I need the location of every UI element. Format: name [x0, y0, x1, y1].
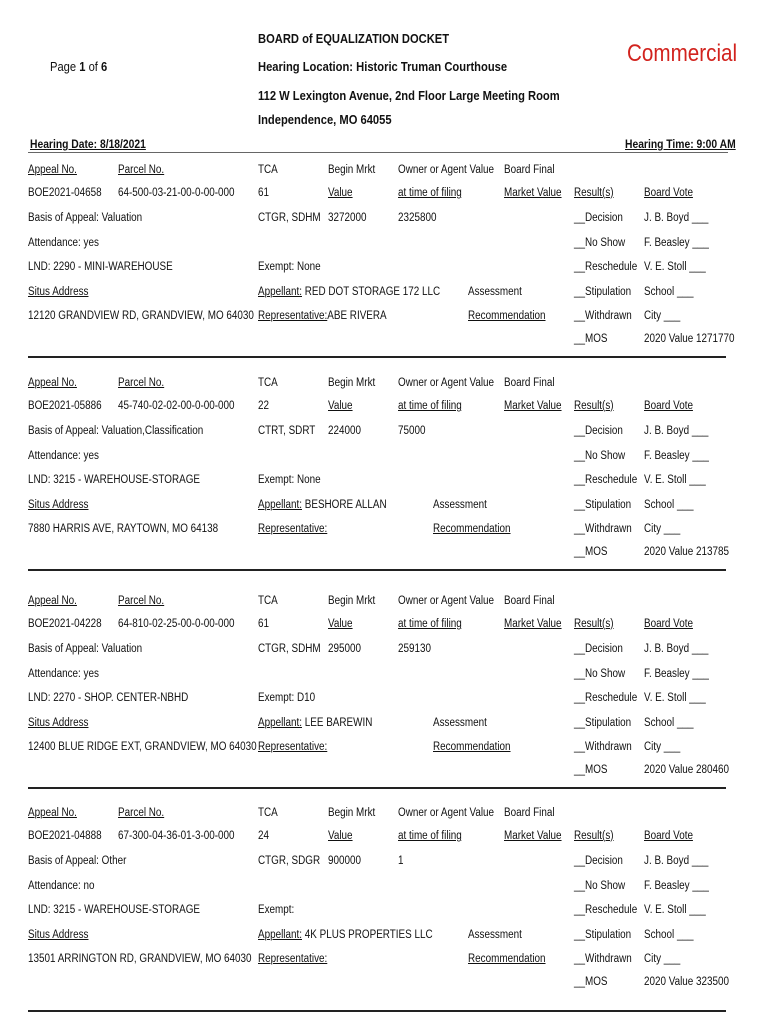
- result-no-show: __No Show: [574, 880, 626, 892]
- results-label: Result(s): [574, 830, 614, 842]
- vote-stoll: V. E. Stoll ___: [644, 474, 706, 486]
- representative-line: [258, 309, 387, 323]
- recommendation-label: Recommendation: [433, 741, 511, 753]
- tax-codes: CTRT, SDRT: [258, 425, 316, 437]
- begin-mrkt-label: Begin Mrkt: [328, 595, 376, 607]
- appeal-no-label: Appeal No.: [28, 164, 77, 176]
- tca-label: TCA: [258, 164, 278, 176]
- land-use-code: LND: 3215 - WAREHOUSE-STORAGE: [28, 474, 201, 486]
- vote-beasley: F. Beasley ___: [644, 668, 709, 680]
- vote-boyd: J. B. Boyd ___: [644, 643, 709, 655]
- appeal-no-label: Appeal No.: [28, 377, 77, 389]
- tax-codes: CTGR, SDHM: [258, 212, 321, 224]
- vote-city: City ___: [644, 953, 681, 965]
- vote-school: School ___: [644, 929, 694, 941]
- market-value-label: Market Value: [504, 830, 562, 842]
- representative-label: Representative:: [258, 523, 328, 535]
- result-no-show: __No Show: [574, 237, 626, 249]
- hearing-address-line2: Independence, MO 64055: [258, 112, 392, 127]
- appellant-label: Appellant:: [258, 717, 302, 729]
- page-indicator: [50, 60, 107, 74]
- page-of: of: [88, 59, 98, 74]
- vote-city: City ___: [644, 523, 681, 535]
- appellant-line: [258, 498, 387, 512]
- appellant-name: RED DOT STORAGE 172 LLC: [304, 286, 441, 298]
- parcel-no-label: Parcel No.: [118, 164, 165, 176]
- owner-value-label: Owner or Agent Value: [398, 807, 495, 819]
- begin-market-value: 3272000: [328, 212, 367, 224]
- situs-address: 7880 HARRIS AVE, RAYTOWN, MO 64138: [28, 523, 219, 535]
- hearing-address-line1: 112 W Lexington Avenue, 2nd Floor Large Meeting Room: [258, 88, 560, 103]
- tca-value: 61: [258, 187, 270, 199]
- attendance: Attendance: yes: [28, 450, 99, 462]
- value-label: Value: [328, 187, 353, 199]
- basis-of-appeal: Basis of Appeal: Valuation: [28, 212, 143, 224]
- result-withdrawn: __Withdrawn: [574, 741, 632, 753]
- situs-address-label: Situs Address: [28, 286, 89, 298]
- begin-market-value: 224000: [328, 425, 362, 437]
- result-withdrawn: __Withdrawn: [574, 523, 632, 535]
- appellant-name: BESHORE ALLAN: [304, 499, 387, 511]
- record-divider: [28, 1010, 726, 1012]
- page-number: 1: [79, 59, 86, 74]
- market-value-label: Market Value: [504, 618, 562, 630]
- exempt-status: Exempt:: [258, 904, 295, 916]
- appeal-no-label: Appeal No.: [28, 807, 77, 819]
- appeal-number: BOE2021-05886: [28, 400, 102, 412]
- vote-city: City ___: [644, 741, 681, 753]
- result-withdrawn: __Withdrawn: [574, 953, 632, 965]
- page-total: 6: [101, 59, 108, 74]
- tca-label: TCA: [258, 377, 278, 389]
- begin-market-value: 295000: [328, 643, 362, 655]
- land-use-code: LND: 2270 - SHOP. CENTER-NBHD: [28, 692, 189, 704]
- result-reschedule: __Reschedule: [574, 474, 638, 486]
- parcel-number: 64-810-02-25-00-0-00-000: [118, 618, 235, 630]
- category-label: Commercial: [627, 40, 738, 67]
- tca-value: 61: [258, 618, 270, 630]
- board-vote-label: Board Vote: [644, 830, 693, 842]
- market-value-label: Market Value: [504, 400, 562, 412]
- vote-beasley: F. Beasley ___: [644, 237, 709, 249]
- vote-boyd: J. B. Boyd ___: [644, 212, 709, 224]
- appellant-line: [258, 285, 440, 299]
- attendance: Attendance: no: [28, 880, 95, 892]
- vote-beasley: F. Beasley ___: [644, 450, 709, 462]
- exempt-status: Exempt: None: [258, 474, 321, 486]
- representative-line: [258, 522, 327, 536]
- docket-record: [0, 584, 770, 789]
- market-value-label: Market Value: [504, 187, 562, 199]
- exempt-status: Exempt: None: [258, 261, 321, 273]
- result-decision: __Decision: [574, 425, 623, 437]
- owner-value-label: Owner or Agent Value: [398, 595, 495, 607]
- appeal-number: BOE2021-04888: [28, 830, 102, 842]
- appellant-name: 4K PLUS PROPERTIES LLC: [304, 929, 433, 941]
- appellant-line: [258, 928, 433, 942]
- appeal-number: BOE2021-04658: [28, 187, 102, 199]
- prior-year-value: 2020 Value 280460: [644, 764, 730, 776]
- at-time-of-filing-label: at time of filing: [398, 400, 462, 412]
- vote-stoll: V. E. Stoll ___: [644, 904, 706, 916]
- hearing-location: Hearing Location: Historic Truman Courthouse: [258, 59, 508, 74]
- hearing-date: Hearing Date: 8/18/2021: [30, 137, 146, 151]
- situs-address: 13501 ARRINGTON RD, GRANDVIEW, MO 64030: [28, 953, 252, 965]
- vote-stoll: V. E. Stoll ___: [644, 692, 706, 704]
- result-mos: __MOS: [574, 764, 608, 776]
- begin-market-value: 900000: [328, 855, 362, 867]
- vote-boyd: J. B. Boyd ___: [644, 425, 709, 437]
- docket-record: [0, 153, 770, 358]
- parcel-no-label: Parcel No.: [118, 595, 165, 607]
- parcel-number: 45-740-02-02-00-0-00-000: [118, 400, 235, 412]
- at-time-of-filing-label: at time of filing: [398, 618, 462, 630]
- basis-of-appeal: Basis of Appeal: Other: [28, 855, 127, 867]
- prior-year-value: 2020 Value 213785: [644, 546, 730, 558]
- representative-line: [258, 952, 327, 966]
- appeal-number: BOE2021-04228: [28, 618, 102, 630]
- representative-label: Representative:: [258, 953, 328, 965]
- prior-year-value: 2020 Value 1271770: [644, 333, 735, 345]
- representative-label: Representative:: [258, 741, 328, 753]
- result-decision: __Decision: [574, 855, 623, 867]
- result-reschedule: __Reschedule: [574, 261, 638, 273]
- vote-school: School ___: [644, 717, 694, 729]
- docket-record: [0, 796, 770, 1001]
- tca-value: 24: [258, 830, 270, 842]
- at-time-of-filing-label: at time of filing: [398, 187, 462, 199]
- recommendation-label: Recommendation: [433, 523, 511, 535]
- basis-of-appeal: Basis of Appeal: Valuation: [28, 643, 143, 655]
- basis-of-appeal: Basis of Appeal: Valuation,Classification: [28, 425, 204, 437]
- representative-line: [258, 740, 327, 754]
- assessment-label: Assessment: [433, 717, 487, 729]
- begin-mrkt-label: Begin Mrkt: [328, 377, 376, 389]
- board-final-label: Board Final: [504, 164, 555, 176]
- board-final-label: Board Final: [504, 807, 555, 819]
- result-no-show: __No Show: [574, 668, 626, 680]
- owner-value-label: Owner or Agent Value: [398, 164, 495, 176]
- recommendation-label: Recommendation: [468, 310, 546, 322]
- parcel-no-label: Parcel No.: [118, 377, 165, 389]
- appellant-line: [258, 716, 372, 730]
- board-final-label: Board Final: [504, 595, 555, 607]
- parcel-no-label: Parcel No.: [118, 807, 165, 819]
- docket-record: [0, 366, 770, 571]
- vote-city: City ___: [644, 310, 681, 322]
- result-stipulation: __Stipulation: [574, 286, 632, 298]
- result-withdrawn: __Withdrawn: [574, 310, 632, 322]
- vote-school: School ___: [644, 499, 694, 511]
- result-decision: __Decision: [574, 212, 623, 224]
- record-divider: [28, 787, 726, 789]
- assessment-label: Assessment: [433, 499, 487, 511]
- tax-codes: CTGR, SDHM: [258, 643, 321, 655]
- representative-name: ABE RIVERA: [327, 310, 387, 322]
- result-decision: __Decision: [574, 643, 623, 655]
- value-label: Value: [328, 618, 353, 630]
- tca-label: TCA: [258, 595, 278, 607]
- owner-agent-value: 2325800: [398, 212, 437, 224]
- assessment-label: Assessment: [468, 286, 522, 298]
- board-vote-label: Board Vote: [644, 400, 693, 412]
- land-use-code: LND: 3215 - WAREHOUSE-STORAGE: [28, 904, 201, 916]
- result-reschedule: __Reschedule: [574, 904, 638, 916]
- situs-address: 12400 BLUE RIDGE EXT, GRANDVIEW, MO 64030: [28, 741, 257, 753]
- appellant-label: Appellant:: [258, 929, 302, 941]
- appellant-label: Appellant:: [258, 499, 302, 511]
- appellant-name: LEE BAREWIN: [304, 717, 373, 729]
- result-stipulation: __Stipulation: [574, 717, 632, 729]
- recommendation-label: Recommendation: [468, 953, 546, 965]
- owner-agent-value: 259130: [398, 643, 432, 655]
- tax-codes: CTGR, SDGR: [258, 855, 321, 867]
- record-divider: [28, 569, 726, 571]
- owner-agent-value: 1: [398, 855, 404, 867]
- result-no-show: __No Show: [574, 450, 626, 462]
- results-label: Result(s): [574, 618, 614, 630]
- at-time-of-filing-label: at time of filing: [398, 830, 462, 842]
- result-stipulation: __Stipulation: [574, 499, 632, 511]
- results-label: Result(s): [574, 400, 614, 412]
- prior-year-value: 2020 Value 323500: [644, 976, 730, 988]
- tca-value: 22: [258, 400, 270, 412]
- record-divider: [28, 356, 726, 358]
- vote-school: School ___: [644, 286, 694, 298]
- result-reschedule: __Reschedule: [574, 692, 638, 704]
- attendance: Attendance: yes: [28, 668, 99, 680]
- value-label: Value: [328, 830, 353, 842]
- value-label: Value: [328, 400, 353, 412]
- vote-boyd: J. B. Boyd ___: [644, 855, 709, 867]
- situs-address: 12120 GRANDVIEW RD, GRANDVIEW, MO 64030: [28, 310, 254, 322]
- situs-address-label: Situs Address: [28, 929, 89, 941]
- begin-mrkt-label: Begin Mrkt: [328, 164, 376, 176]
- board-vote-label: Board Vote: [644, 618, 693, 630]
- owner-agent-value: 75000: [398, 425, 426, 437]
- situs-address-label: Situs Address: [28, 499, 89, 511]
- representative-label: Representative:: [258, 310, 328, 322]
- land-use-code: LND: 2290 - MINI-WAREHOUSE: [28, 261, 173, 273]
- vote-stoll: V. E. Stoll ___: [644, 261, 706, 273]
- result-stipulation: __Stipulation: [574, 929, 632, 941]
- result-mos: __MOS: [574, 546, 608, 558]
- result-mos: __MOS: [574, 333, 608, 345]
- tca-label: TCA: [258, 807, 278, 819]
- owner-value-label: Owner or Agent Value: [398, 377, 495, 389]
- vote-beasley: F. Beasley ___: [644, 880, 709, 892]
- exempt-status: Exempt: D10: [258, 692, 316, 704]
- appeal-no-label: Appeal No.: [28, 595, 77, 607]
- parcel-number: 64-500-03-21-00-0-00-000: [118, 187, 235, 199]
- docket-title: BOARD of EQUALIZATION DOCKET: [258, 31, 450, 46]
- assessment-label: Assessment: [468, 929, 522, 941]
- results-label: Result(s): [574, 187, 614, 199]
- page-word: Page: [50, 59, 77, 74]
- begin-mrkt-label: Begin Mrkt: [328, 807, 376, 819]
- board-vote-label: Board Vote: [644, 187, 693, 199]
- attendance: Attendance: yes: [28, 237, 99, 249]
- parcel-number: 67-300-04-36-01-3-00-000: [118, 830, 235, 842]
- appellant-label: Appellant:: [258, 286, 302, 298]
- board-final-label: Board Final: [504, 377, 555, 389]
- hearing-time: Hearing Time: 9:00 AM: [625, 137, 736, 151]
- situs-address-label: Situs Address: [28, 717, 89, 729]
- result-mos: __MOS: [574, 976, 608, 988]
